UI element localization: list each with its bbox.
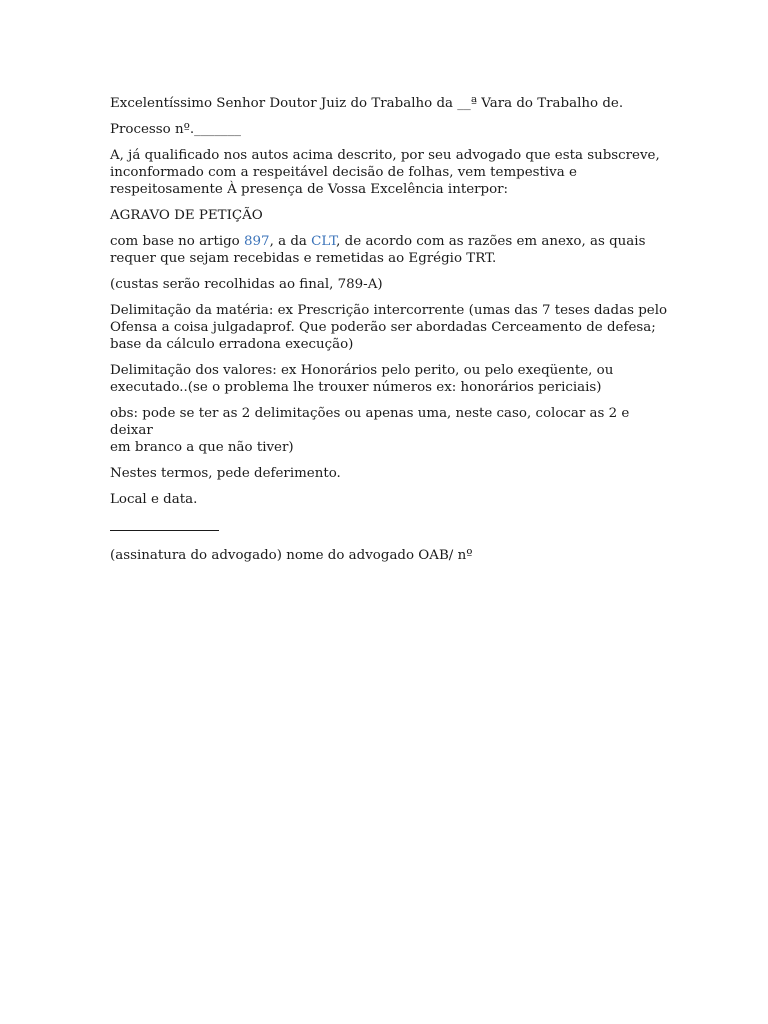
- costs-note: (custas serão recolhidas ao final, 789-A): [110, 277, 383, 292]
- delimitation-matter-paragraph: [110, 302, 670, 353]
- document-page: [110, 95, 670, 573]
- intro-line-1: A, já qualificado nos autos acima descrito, por seu advogado que esta subscreve,: [110, 148, 660, 163]
- clt-link[interactable]: CLT: [311, 234, 337, 249]
- delimitation-matter-line-2: Ofensa a coisa julgadaprof. Que poderão ser abordadas Cerceamento de defesa;: [110, 320, 656, 335]
- article-897-link[interactable]: 897: [244, 234, 270, 249]
- obs-line-2: em branco a que não tiver): [110, 440, 294, 455]
- basis-middle: , a da: [269, 234, 312, 249]
- basis-paragraph: [110, 233, 670, 267]
- delimitation-values-line-1: Delimitação dos valores: ex Honorários pelo perito, ou pelo exeqüente, ou: [110, 363, 614, 378]
- intro-line-2: inconformado com a respeitável decisão de folhas, vem tempestiva e: [110, 165, 577, 180]
- delimitation-matter-line-3: base da cálculo erradona execução): [110, 337, 354, 352]
- delimitation-matter-line-1: Delimitação da matéria: ex Prescrição intercorrente (umas das 7 teses dadas pelo: [110, 303, 668, 318]
- basis-suffix: , de acordo com as razões em anexo, as quais: [336, 234, 646, 249]
- closing-line: Nestes termos, pede deferimento.: [110, 466, 341, 481]
- obs-paragraph: [110, 405, 670, 456]
- basis-line-2: requer que sejam recebidas e remetidas ao Egrégio TRT.: [110, 251, 497, 266]
- delimitation-values-line-2: executado..(se o problema lhe trouxer números ex: honorários periciais): [110, 380, 602, 395]
- intro-paragraph: [110, 147, 670, 198]
- signature-line: [110, 517, 219, 531]
- delimitation-values-paragraph: [110, 362, 670, 396]
- signature-caption: (assinatura do advogado) nome do advogado OAB/ nº: [110, 548, 473, 563]
- petition-title: AGRAVO DE PETIÇÃO: [110, 208, 263, 223]
- place-date: Local e data.: [110, 492, 198, 507]
- obs-line-1: obs: pode se ter as 2 delimitações ou apenas uma, neste caso, colocar as 2 e deixar: [110, 406, 630, 438]
- basis-prefix: com base no artigo: [110, 234, 245, 249]
- process-number: Processo nº._______: [110, 122, 242, 137]
- intro-line-3: respeitosamente À presença de Vossa Excelência interpor:: [110, 182, 509, 197]
- greeting-line: Excelentíssimo Senhor Doutor Juiz do Trabalho da __ª Vara do Trabalho de.: [110, 96, 624, 111]
